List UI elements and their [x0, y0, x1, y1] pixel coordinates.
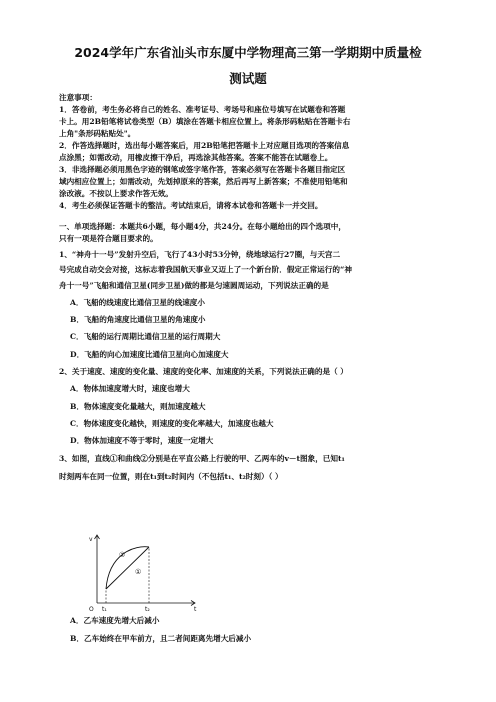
question-2-stem: 2、关于速度、速度的变化量、速度的变化率、加速度的关系，下列说法正确的是（ ） — [59, 367, 348, 376]
question-1-stem: 号完成自动交会对接，这标志着我国航天事业又迈上了一个新台阶．假定正常运行的“神 — [59, 265, 352, 274]
question-1-stem: 1、“神舟十一号”发射升空后，飞行了43小时53分钟，绕地球运行27圈，与天宫二 — [59, 250, 341, 259]
question-2-option-d: D．物体加速度不等于零时，速度一定增大 — [70, 436, 214, 445]
section-heading-cont: 只有一项是符合题目要求的。 — [59, 234, 158, 243]
origin-label: O — [89, 606, 94, 613]
vt-axes — [95, 535, 196, 606]
question-1-option-a: A．飞船的线速度比通信卫星的线速度小 — [70, 298, 205, 307]
line-1-label: ① — [135, 568, 142, 576]
note-line: 4．考生必须保证答题卡的整洁。考试结束后，请将本试卷和答题卡一并交回。 — [59, 201, 323, 210]
question-1-option-d: D．飞船的向心加速度比通信卫星向心加速度大 — [70, 350, 229, 359]
note-line: 点涂黑；如需改动，用橡皮擦干净后，再选涂其他答案。答案不能答在试题卷上。 — [59, 153, 333, 162]
note-line: 涂改液。不按以上要求作答无效。 — [59, 189, 173, 198]
curve-2-label: ② — [119, 551, 126, 559]
question-1-option-b: B．飞船的角速度比通信卫星的角速度小 — [70, 315, 206, 324]
t1-label: t₁ — [102, 606, 107, 613]
v-axis-label: v — [89, 536, 93, 543]
t2-label: t₂ — [145, 606, 150, 613]
exam-title-line1: 2024学年广东省汕头市东厦中学物理高三第一学期期中质量检 — [74, 45, 422, 60]
question-2-option-b: B．物体速度变化量越大，则加速度越大 — [70, 402, 206, 411]
note-line: 卡上。用2B铅笔将试卷类型（B）填涂在答题卡相应位置上。将条形码粘贴在答题卡右 — [59, 117, 351, 126]
vt-graph — [83, 531, 203, 613]
question-3-option-a: A．乙车速度先增大后减小 — [70, 616, 160, 625]
question-2-option-a: A．物体加速度增大时，速度也增大 — [70, 384, 190, 393]
t-axis-label: t — [194, 606, 197, 613]
line-1 — [106, 547, 149, 589]
question-3-stem: 3、如图，直线①和曲线②分别是在平直公路上行驶的甲、乙两车的v－t图象，已知t₁ — [59, 454, 345, 463]
question-2-option-c: C．物体速度变化越快，则速度的变化率越大，加速度也越大 — [70, 419, 274, 428]
time-markers — [106, 547, 149, 603]
section-heading: 一、单项选择题：本题共6小题，每小题4分，共24分。在每小题给出的四个选项中， — [59, 222, 346, 231]
question-3-stem: 时刻两车在同一位置，则在t₁到t₂时间内（不包括t₁、t₂时刻）（ ） — [59, 472, 283, 481]
note-line: 域内相应位置上；如需改动，先划掉原来的答案，然后再写上新答案；不准使用铅笔和 — [59, 177, 348, 186]
note-line: 3．非选择题必须用黑色字迹的钢笔或签字笔作答，答案必须写在答题卡各题目指定区 — [59, 165, 346, 174]
note-line: 2．作答选择题时，选出每小题答案后，用2B铅笔把答题卡上对应题目选项的答案信息 — [59, 141, 350, 150]
question-1-option-c: C．飞船的运行周期比通信卫星的运行周期大 — [70, 332, 221, 341]
exam-title-line2: 测试题 — [229, 71, 267, 86]
notes-heading: 注意事项： — [59, 93, 97, 102]
note-line: 1．答卷前，考生务必将自己的姓名、准考证号、考场号和座位号填写在试题卷和答题 — [59, 105, 346, 114]
question-3-option-b: B．乙车始终在甲车前方，且二者间距离先增大后减小 — [70, 634, 252, 643]
question-1-stem: 舟十一号”飞船和通信卫星(同步卫星)做的都是匀速圆周运动，下列说法正确的是 — [59, 281, 329, 290]
note-line: 上角"条形码粘贴处"。 — [59, 129, 136, 138]
